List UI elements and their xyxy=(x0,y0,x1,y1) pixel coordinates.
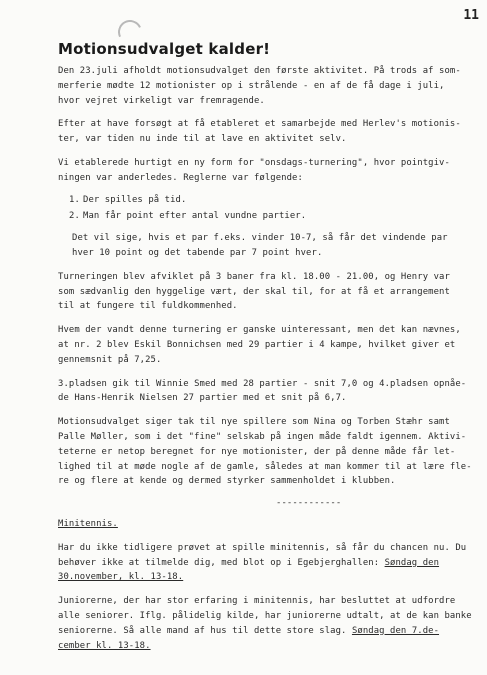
text-line xyxy=(58,624,478,639)
text-line: merferie mødte 12 motionister op i strålende - en af de få dage i juli, xyxy=(58,80,445,91)
rule-text: Der spilles på tid. xyxy=(83,194,187,205)
paragraph-third-fourth-place xyxy=(58,377,478,407)
text-line: re og flere at kende og dermed styrker sammenholdet i klubben. xyxy=(58,476,396,487)
section-title-minitennis: Minitennis. xyxy=(58,518,118,529)
text-line: Motionsudvalget siger tak til nye spillere som Nina og Torben Stæhr samt xyxy=(58,417,450,428)
paragraph-intro xyxy=(58,64,478,108)
text-line: Hvem der vandt denne turnering er ganske uinteressant, men det kan nævnes, xyxy=(58,325,461,336)
text-line: lighed til at møde nogle af de gamle, således at man kommer til at lære fle- xyxy=(58,461,472,472)
text-segment: behøver ikke at tilmelde dig, med blot op i Egebjerghallen: xyxy=(58,557,385,568)
rule-item xyxy=(69,209,478,224)
paragraph-minitennis-invite xyxy=(58,541,478,585)
event-date: Søndag den xyxy=(384,557,440,568)
paragraph-tournament-form xyxy=(58,156,478,186)
rule-number: 2. xyxy=(69,211,80,222)
text-line: Den 23.juli afholdt motionsudvalget den første aktivitet. På trods af som- xyxy=(58,66,461,76)
paragraph-tournament-result xyxy=(58,270,478,314)
text-line: Vi etablerede hurtigt en ny form for "onsdags-turnering", hvor pointgiv- xyxy=(58,157,450,168)
text-line: alle seniorer. Iflg. pålidelig kilde, har juniorerne udtalt, at de kan banke xyxy=(58,610,472,621)
text-line xyxy=(58,556,478,571)
paragraph-herlev xyxy=(58,117,478,147)
rules-list xyxy=(58,193,478,225)
minitennis-title-wrap xyxy=(58,517,478,532)
text-line: 3.pladsen gik til Winnie Smed med 28 partier - snit 7,0 og 4.pladsen opnåe- xyxy=(58,378,467,389)
rule-example xyxy=(72,231,478,261)
event-date: 30.november, kl. 13-18. xyxy=(58,572,184,583)
text-line: som sædvanlig den hyggelige vært, der skal til, for at få et arrangement xyxy=(58,286,450,297)
page-heading: Motionsudvalget kalder! xyxy=(58,40,271,58)
paragraph-thanks xyxy=(58,415,478,489)
rule-item xyxy=(69,193,478,208)
text-segment: seniorerne. Så alle mand af hus til dette store slag. xyxy=(58,625,352,636)
text-line: Turneringen blev afviklet på 3 baner fra kl. 18.00 - 21.00, og Henry var xyxy=(58,271,450,282)
text-line: gennemsnit på 7,25. xyxy=(58,354,162,365)
section-separator: ------------ xyxy=(276,498,342,509)
text-line: teterne er netop beregnet for nye motionister, der på denne måde får let- xyxy=(58,446,456,457)
event-date: Søndag den 7.de- xyxy=(351,625,440,636)
text-line: ningen var anderledes. Reglerne var følgende: xyxy=(58,172,303,183)
text-line: Det vil sige, hvis et par f.eks. vinder 10-7, så får det vindende par xyxy=(72,233,448,244)
text-line: ter, var tiden nu inde til at lave en aktivitet selv. xyxy=(58,134,347,145)
paragraph-second-place xyxy=(58,323,478,367)
text-line: hvor vejret virkeligt var fremragende. xyxy=(58,95,265,106)
rule-text: Man får point efter antal vundne partier. xyxy=(83,211,307,222)
text-line: at nr. 2 blev Eskil Bonnichsen med 29 partier i 4 kampe, hvilket giver et xyxy=(58,339,456,350)
text-line: Efter at have forsøgt at få etableret et samarbejde med Herlev's motionis- xyxy=(58,119,461,130)
event-date: cember kl. 13-18. xyxy=(58,640,151,651)
text-line: hver 10 point og det tabende par 7 point hver. xyxy=(72,247,323,258)
paragraph-junior-challenge xyxy=(58,594,478,653)
rule-number: 1. xyxy=(69,194,80,205)
page-number: 11 xyxy=(463,8,479,23)
article-body xyxy=(58,64,478,662)
text-line: til at fungere til fuldkommenhed. xyxy=(58,301,238,312)
text-line: Juniorerne, der har stor erfaring i minitennis, har besluttet at udfordre xyxy=(58,596,456,607)
text-line: Har du ikke tidligere prøvet at spille minitennis, så får du chancen nu. Du xyxy=(58,542,467,553)
text-line: Palle Møller, som i det "fine" selskab på ingen måde faldt igennem. Aktivi- xyxy=(58,431,467,442)
text-line: de Hans-Henrik Nielsen 27 partier med et snit på 6,7. xyxy=(58,393,347,404)
